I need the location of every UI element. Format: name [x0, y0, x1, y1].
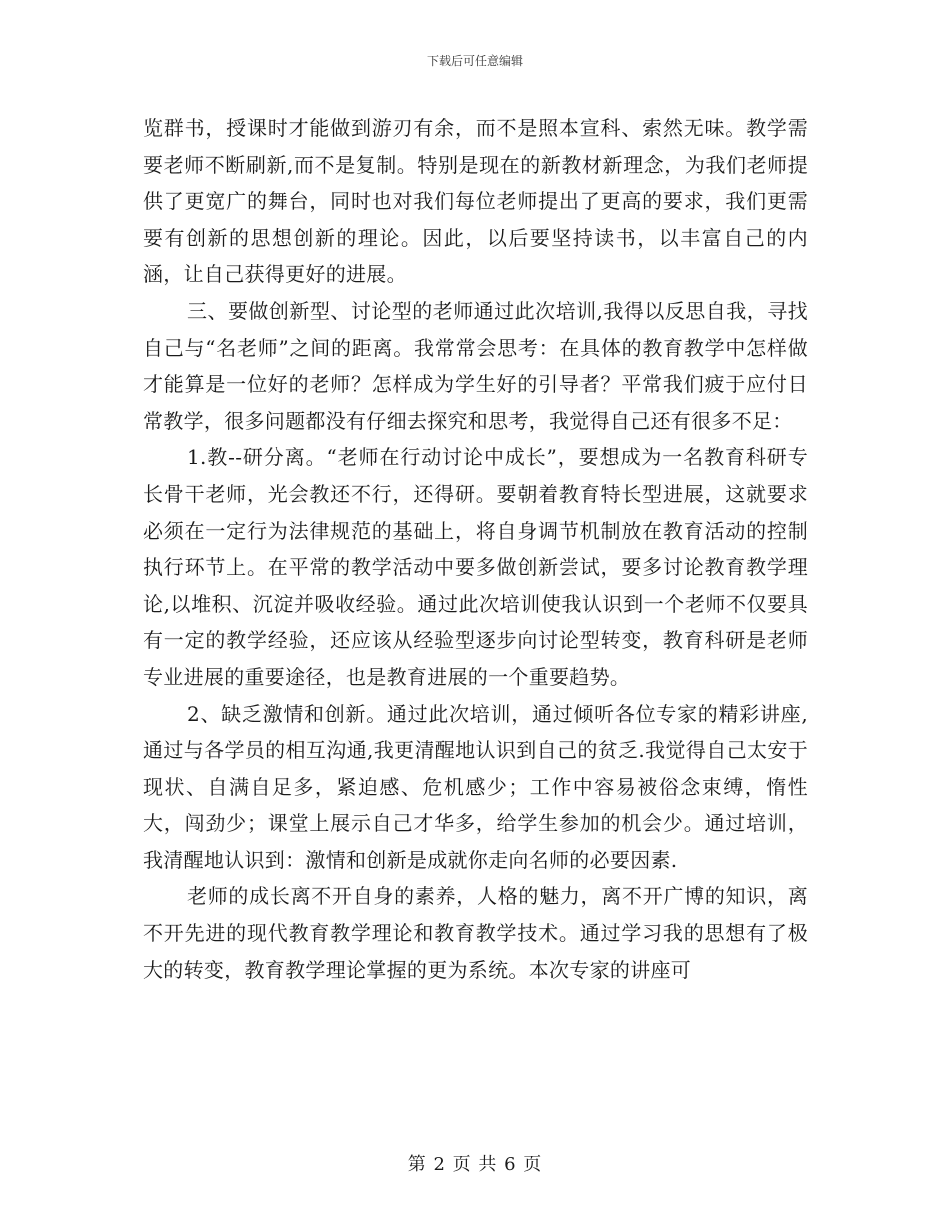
page-header: 下载后可任意编辑 — [426, 54, 523, 68]
paragraph-section-three: 三、要做创新型、讨论型的老师通过此次培训,我得以反思自我，寻找自己与“名老师”之间的距离。我常常会思考：在具体的教育教学中怎样做才能算是一位好的老师？怎样成为学生好的引导者？平常我们疲于应付日常教学，很多问题都没有仔细去探究和思考，我觉得自己还有很多不足： — [143, 298, 808, 433]
page-number-footer: 第 2 页 共 6 页 — [407, 1154, 543, 1175]
paragraph-conclusion: 老师的成长离不开自身的素养，人格的魅力，离不开广博的知识，离不开先进的现代教育教学理论和教育教学技术。通过学习我的思想有了极大的转变，教育教学理论掌握的更为系统。本次专家的讲座可 — [143, 884, 808, 982]
paragraph-point-two: 2、缺乏激情和创新。通过此次培训，通过倾听各位专家的精彩讲座,通过与各学员的相互沟通,我更清醒地认识到自己的贫乏.我觉得自己太安于现状、自满自足多，紧迫感、危机感少；工作中容易被俗念束缚，惰性大，闯劲少；课堂上展示自己才华多，给学生参加的机会少。通过培训，我清醒地认识到：激情和创新是成就你走向名师的必要因素. — [143, 701, 808, 872]
paragraph-continuation: 览群书，授课时才能做到游刃有余，而不是照本宣科、索然无味。教学需要老师不断刷新,而不是复制。特别是现在的新教材新理念，为我们老师提供了更宽广的舞台，同时也对我们每位老师提出了更高的要求，我们更需要有创新的思想创新的理论。因此，以后要坚持读书，以丰富自己的内涵，让自己获得更好的进展。 — [143, 116, 808, 287]
document-body — [143, 110, 808, 988]
paragraph-point-one: 1.教--研分离。“老师在行动讨论中成长”，要想成为一名教育科研专长骨干老师，光会教还不行，还得研。要朝着教育特长型进展，这就要求必须在一定行为法律规范的基础上，将自身调节机制放在教育活动的控制执行环节上。在平常的教学活动中要多做创新尝试，要多讨论教育教学理论,以堆积、沉淀并吸收经验。通过此次培训使我认识到一个老师不仅要具有一定的教学经验，还应该从经验型逐步向讨论型转变，教育科研是老师专业进展的重要途径，也是教育进展的一个重要趋势。 — [143, 445, 808, 689]
